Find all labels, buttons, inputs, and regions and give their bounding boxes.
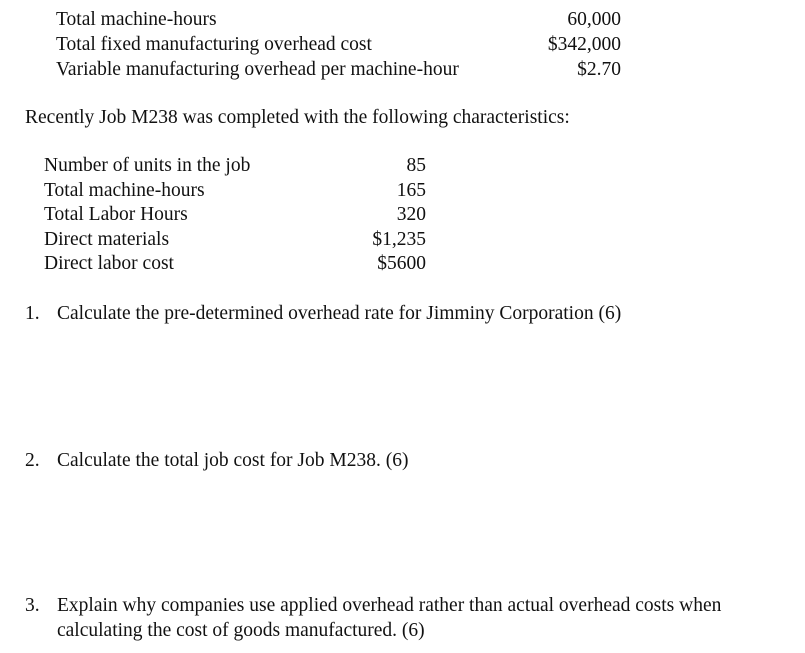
cost-row-value-fixed-overhead: $342,000 <box>547 34 621 55</box>
cost-row-label-variable-overhead: Variable manufacturing overhead per machine-hour <box>56 59 459 80</box>
job-row-label-units: Number of units in the job <box>44 155 251 176</box>
job-row-value-labor-hours: 320 <box>396 204 426 225</box>
intro-text: Recently Job M238 was completed with the following characteristics: <box>25 107 570 128</box>
job-row-value-units: 85 <box>406 155 426 176</box>
cost-row-label-machine-hours: Total machine-hours <box>56 9 217 30</box>
question-text: Calculate the total job cost for Job M238. (6) <box>57 450 409 471</box>
question-number: 3. <box>25 595 40 616</box>
question-text-line-2: calculating the cost of goods manufactured. (6) <box>57 620 425 641</box>
job-row-value-direct-labor: $5600 <box>377 253 426 274</box>
cost-row-value-machine-hours: 60,000 <box>567 9 621 30</box>
question-number: 1. <box>25 303 40 324</box>
job-row-label-labor-hours: Total Labor Hours <box>44 204 188 225</box>
cost-row-label-fixed-overhead: Total fixed manufacturing overhead cost <box>56 34 372 55</box>
job-row-value-direct-materials: $1,235 <box>372 229 426 250</box>
job-row-label-direct-materials: Direct materials <box>44 229 170 250</box>
question-text: Calculate the pre-determined overhead rate for Jimminy Corporation (6) <box>57 303 622 324</box>
question-number: 2. <box>25 450 40 471</box>
job-row-value-machine-hours: 165 <box>396 180 426 201</box>
job-row-label-machine-hours: Total machine-hours <box>44 180 205 201</box>
cost-row-value-variable-overhead: $2.70 <box>577 59 621 80</box>
question-text-line-1: Explain why companies use applied overhead rather than actual overhead costs when <box>57 595 722 616</box>
job-row-label-direct-labor: Direct labor cost <box>44 253 174 274</box>
